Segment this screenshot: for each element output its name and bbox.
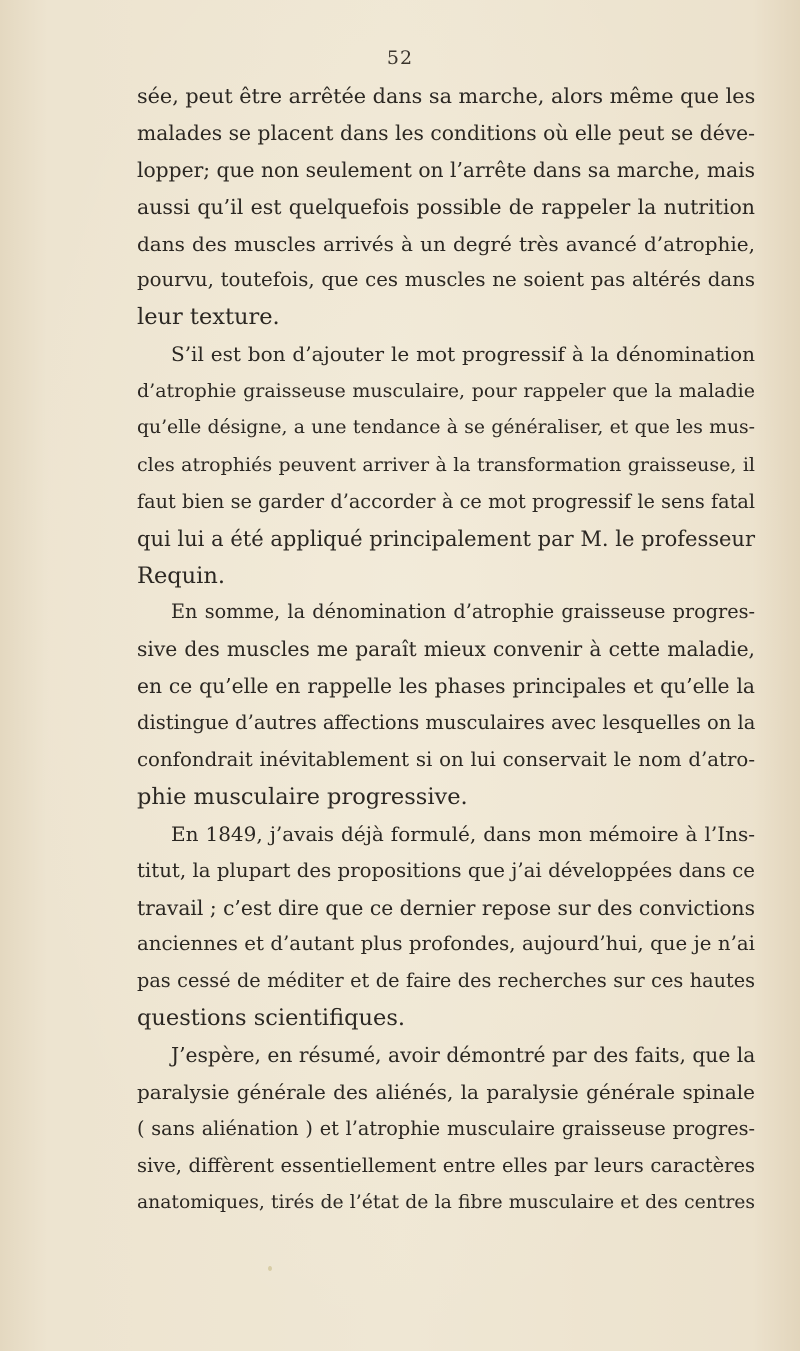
- text-line: paralysie générale des aliénés, la paralysie générale spinale: [137, 1080, 755, 1105]
- text-line: pourvu, toutefois, que ces muscles ne soient pas altérés dans: [137, 268, 755, 292]
- text-line: J’espère, en résumé, avoir démontré par des faits, que la: [171, 1043, 756, 1068]
- page-number: 52: [386, 47, 414, 69]
- text-line: d’atrophie graisseuse musculaire, pour rappeler que la maladie: [137, 380, 755, 403]
- text-line: ( sans aliénation ) et l’atrophie musculaire graisseuse progres-: [137, 1116, 755, 1140]
- text-line: sée, peut être arrêtée dans sa marche, alors même que les: [137, 84, 756, 108]
- text-line: travail ; c’est dire que ce dernier repose sur des convictions: [137, 895, 755, 920]
- text-line: En somme, la dénomination d’atrophie graisseuse progres-: [171, 600, 755, 624]
- text-line: faut bien se garder d’accorder à ce mot progressif le sens fatal: [137, 489, 755, 513]
- text-line: sive des muscles me paraît mieux convenir à cette maladie,: [137, 637, 755, 662]
- text-line: dans des muscles arrivés à un degré très avancé d’atrophie,: [137, 231, 755, 256]
- body-text: [137, 78, 755, 1222]
- text-line: titut, la plupart des propositions que j’ai développées dans ce: [137, 858, 755, 882]
- text-line: malades se placent dans les conditions où elle peut se déve-: [137, 120, 755, 145]
- text-line: cles atrophiés peuvent arriver à la transformation graisseuse, il: [137, 453, 755, 476]
- text-line: S’il est bon d’ajouter le mot progressif à la dénomination: [171, 342, 755, 367]
- text-line: anatomiques, tirés de l’état de la fibre musculaire et des centres: [137, 1191, 755, 1213]
- paper-speck: [268, 1266, 272, 1271]
- text-line: Requin.: [137, 562, 225, 589]
- text-line: questions scientifiques.: [137, 1005, 406, 1032]
- text-line: En 1849, j’avais déjà formulé, dans mon mémoire à l’Ins-: [171, 821, 755, 846]
- text-line: anciennes et d’autant plus profondes, aujourd’hui, que je n’ai: [137, 932, 755, 956]
- text-line: en ce qu’elle en rappelle les phases principales et qu’elle la: [137, 674, 755, 699]
- text-line: qu’elle désigne, a une tendance à se généraliser, et que les mus-: [137, 417, 755, 439]
- text-line: distingue d’autres affections musculaires avec lesquelles on la: [137, 711, 756, 735]
- text-line: lopper; que non seulement on l’arrête dans sa marche, mais: [137, 157, 756, 182]
- text-line: sive, diffèrent essentiellement entre elles par leurs caractères: [137, 1153, 755, 1177]
- text-line: pas cessé de méditer et de faire des recherches sur ces hautes: [137, 969, 755, 993]
- text-line: phie musculaire progressive.: [137, 783, 468, 810]
- text-line: confondrait inévitablement si on lui conservait le nom d’atro-: [137, 748, 755, 772]
- text-line: aussi qu’il est quelquefois possible de rappeler la nutrition: [137, 194, 755, 219]
- text-line: leur texture.: [137, 304, 280, 331]
- text-line: qui lui a été appliqué principalement par M. le professeur: [137, 526, 755, 551]
